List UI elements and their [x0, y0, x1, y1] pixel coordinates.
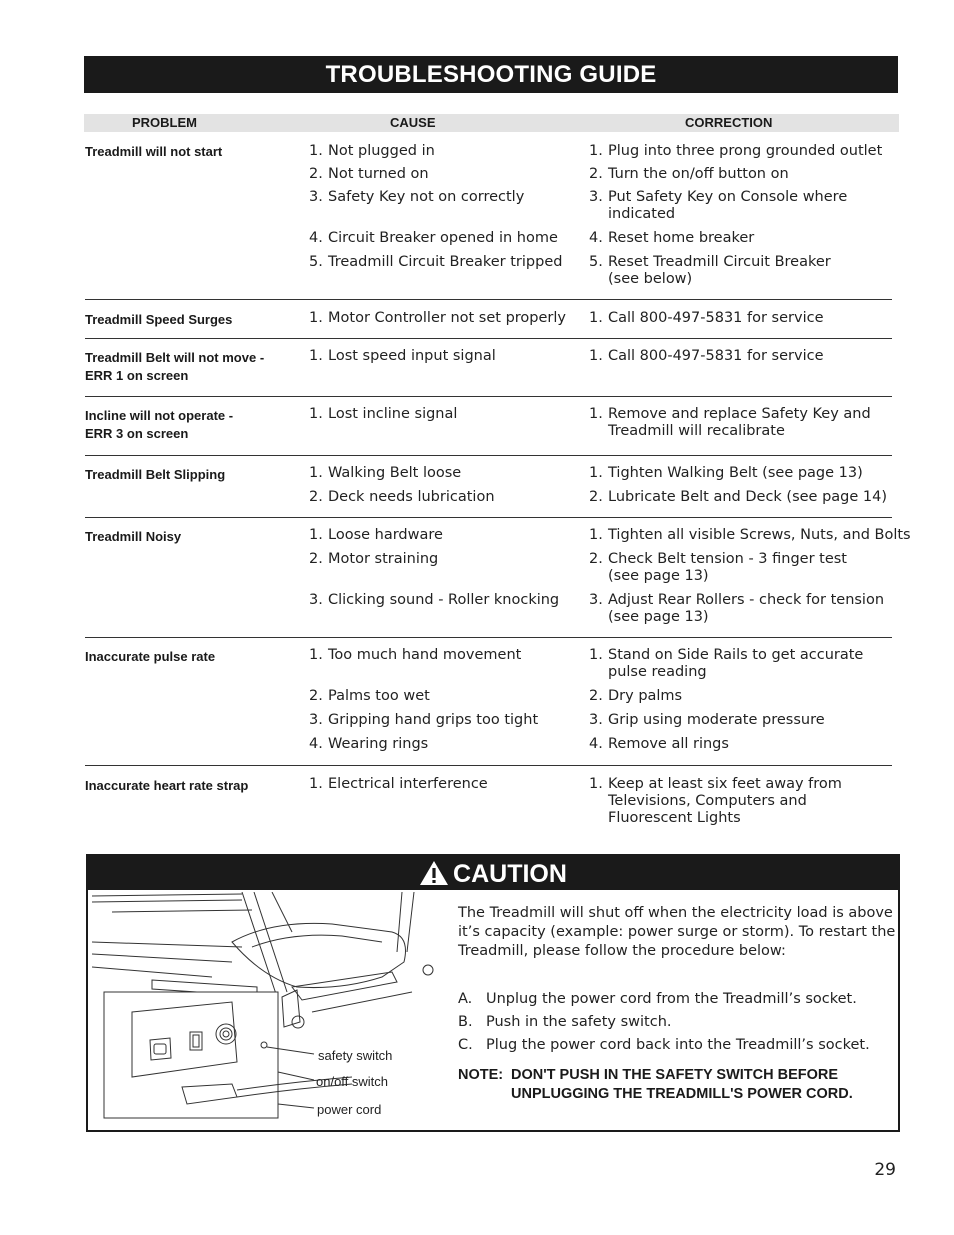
cause-item: 3. Safety Key not on correctly: [309, 189, 525, 205]
cause-item: 2. Palms too wet: [309, 688, 430, 704]
cause-item: 2. Motor straining: [309, 551, 439, 567]
header-cause: CAUSE: [390, 115, 436, 130]
problem-label: Treadmill Speed Surges: [85, 312, 233, 327]
cause-item: 1. Lost speed input signal: [309, 348, 496, 364]
caution-box: [86, 854, 900, 1132]
caution-title: CAUTION: [453, 860, 567, 888]
callout-on-off-switch: on/off switch: [316, 1074, 389, 1089]
row-divider: [85, 765, 892, 766]
correction-item: 3. Put Safety Key on Console where indicated: [589, 189, 848, 222]
step-item: C. Plug the power cord back into the Treadmill’s socket.: [458, 1037, 870, 1053]
cause-item: 2. Deck needs lubrication: [309, 489, 495, 505]
correction-item: 1. Remove and replace Safety Key and Treadmill will recalibrate: [589, 406, 871, 439]
header-problem: PROBLEM: [132, 115, 197, 130]
problem-label: Treadmill will not start: [85, 144, 223, 159]
header-correction: CORRECTION: [685, 115, 773, 130]
cause-item: 4. Circuit Breaker opened in home: [309, 230, 558, 246]
row-divider: [85, 338, 892, 339]
cause-item: 1. Too much hand movement: [309, 647, 522, 663]
table-header: [84, 114, 899, 132]
cause-item: 1. Walking Belt loose: [309, 465, 462, 481]
page-number: 29: [874, 1160, 896, 1180]
row-divider: [85, 637, 892, 638]
cause-item: 4. Wearing rings: [309, 736, 429, 752]
correction-item: 1. Call 800-497-5831 for service: [589, 348, 824, 364]
page-title: TROUBLESHOOTING GUIDE: [84, 56, 898, 93]
problem-label: Incline will not operate - ERR 3 on screen: [85, 408, 234, 441]
caution-intro: The Treadmill will shut off when the electricity load is above it’s capacity (example: power surge or storm). To restart the Treadmill, please follow the procedure below:: [458, 905, 896, 959]
cause-item: 1. Electrical interference: [309, 776, 488, 792]
step-item: B. Push in the safety switch.: [458, 1014, 672, 1030]
row-divider: [85, 455, 892, 456]
correction-item: 3. Adjust Rear Rollers - check for tension (see page 13): [589, 592, 885, 625]
caution-header: [88, 856, 898, 890]
correction-item: 2. Turn the on/off button on: [589, 166, 789, 182]
row-divider: [85, 517, 892, 518]
row-divider: [85, 396, 892, 397]
correction-item: 2. Check Belt tension - 3 finger test (see page 13): [589, 551, 847, 584]
correction-item: 3. Grip using moderate pressure: [589, 712, 825, 728]
correction-item: 1. Stand on Side Rails to get accurate pulse reading: [589, 647, 864, 680]
cause-item: 1. Not plugged in: [309, 143, 435, 159]
correction-item: 4. Reset home breaker: [589, 230, 755, 246]
correction-item: 1. Plug into three prong grounded outlet: [589, 143, 883, 159]
warning-triangle-icon: [419, 860, 449, 896]
correction-item: 1. Tighten Walking Belt (see page 13): [589, 465, 863, 481]
correction-item: 2. Lubricate Belt and Deck (see page 14): [589, 489, 888, 505]
cause-item: 5. Treadmill Circuit Breaker tripped: [309, 254, 563, 270]
cause-item: 1. Motor Controller not set properly: [309, 310, 566, 326]
row-divider: [85, 299, 892, 300]
caution-note: NOTE: DON'T PUSH IN THE SAFETY SWITCH BEFORE UNPLUGGING THE TREADMILL'S POWER CORD.: [458, 1067, 853, 1102]
treadmill-diagram: [92, 892, 452, 1128]
problem-label: Treadmill Belt Slipping: [85, 467, 226, 482]
callout-power-cord: power cord: [317, 1102, 382, 1117]
correction-item: 1. Keep at least six feet away from Televisions, Computers and Fluorescent Lights: [589, 776, 842, 826]
problem-label: Inaccurate heart rate strap: [85, 778, 249, 793]
correction-item: 1. Call 800-497-5831 for service: [589, 310, 824, 326]
problem-label: Treadmill Belt will not move - ERR 1 on screen: [85, 350, 265, 383]
problem-label: Treadmill Noisy: [85, 529, 182, 544]
correction-item: 4. Remove all rings: [589, 736, 729, 752]
cause-item: 2. Not turned on: [309, 166, 429, 182]
cause-item: 3. Gripping hand grips too tight: [309, 712, 539, 728]
correction-item: 5. Reset Treadmill Circuit Breaker (see below): [589, 254, 831, 287]
cause-item: 1. Loose hardware: [309, 527, 443, 543]
cause-item: 3. Clicking sound - Roller knocking: [309, 592, 560, 608]
correction-item: 2. Dry palms: [589, 688, 683, 704]
callout-safety-switch: safety switch: [318, 1048, 393, 1063]
problem-label: Inaccurate pulse rate: [85, 649, 216, 664]
step-item: A. Unplug the power cord from the Treadmill’s socket.: [458, 991, 857, 1007]
cause-item: 1. Lost incline signal: [309, 406, 458, 422]
correction-item: 1. Tighten all visible Screws, Nuts, and Bolts: [589, 527, 911, 543]
